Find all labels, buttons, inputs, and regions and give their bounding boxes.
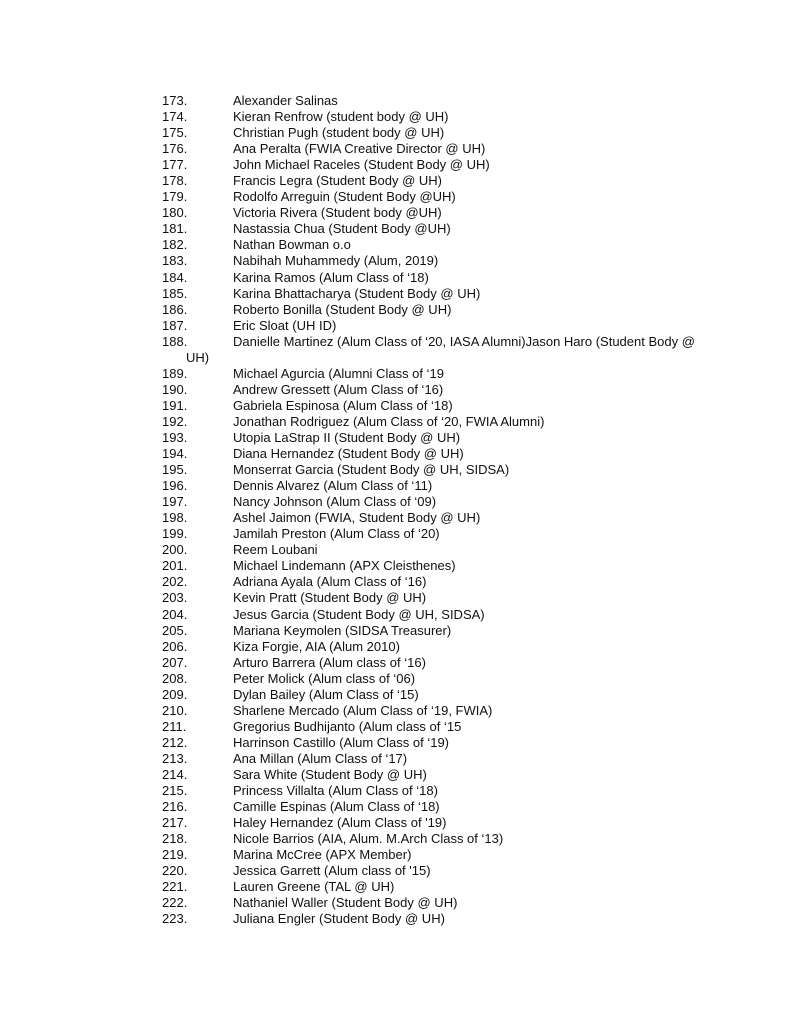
item-text-continuation: UH) (186, 349, 210, 365)
item-text: Dylan Bailey (Alum Class of ‘15) (233, 686, 419, 702)
item-number: 176. (162, 141, 188, 157)
item-text: Diana Hernandez (Student Body @ UH) (233, 446, 464, 462)
list-item (162, 719, 702, 735)
list-item (162, 879, 702, 895)
item-number: 222. (162, 895, 188, 911)
item-text: Marina McCree (APX Member) (233, 847, 412, 863)
item-number: 208. (162, 670, 188, 686)
item-text: Dennis Alvarez (Alum Class of ‘11) (233, 478, 433, 494)
item-number: 189. (162, 365, 188, 381)
item-text: Nathan Bowman o.o (233, 237, 351, 253)
item-number: 223. (162, 911, 188, 927)
list-item (162, 735, 702, 751)
item-number: 206. (162, 638, 188, 654)
item-number: 175. (162, 125, 188, 141)
item-text: Reem Loubani (233, 542, 318, 558)
list-item (162, 671, 702, 687)
item-number: 185. (162, 285, 188, 301)
list-item (162, 815, 702, 831)
item-text: Roberto Bonilla (Student Body @ UH) (233, 301, 452, 317)
item-number: 219. (162, 847, 188, 863)
list-item (162, 478, 702, 494)
item-text: Sharlene Mercado (Alum Class of ‘19, FWIA) (233, 702, 493, 718)
item-text: Jessica Garrett (Alum class of '15) (233, 863, 431, 879)
item-number: 186. (162, 301, 188, 317)
item-text: Michael Lindemann (APX Cleisthenes) (233, 558, 456, 574)
item-text: Nathaniel Waller (Student Body @ UH) (233, 895, 458, 911)
list-item (162, 831, 702, 847)
signatory-list (162, 93, 702, 927)
item-text: Monserrat Garcia (Student Body @ UH, SIDSA) (233, 462, 510, 478)
list-item (162, 286, 702, 302)
item-number: 178. (162, 173, 188, 189)
item-number: 205. (162, 622, 188, 638)
item-number: 204. (162, 606, 188, 622)
item-number: 212. (162, 734, 188, 750)
item-text: Jamilah Preston (Alum Class of ‘20) (233, 526, 440, 542)
item-number: 201. (162, 558, 188, 574)
item-text: Victoria Rivera (Student body @UH) (233, 205, 442, 221)
item-number: 191. (162, 397, 188, 413)
list-item (162, 414, 702, 430)
item-number: 184. (162, 269, 188, 285)
item-text: Andrew Gressett (Alum Class of ‘16) (233, 381, 444, 397)
list-item (162, 767, 702, 783)
item-number: 199. (162, 526, 188, 542)
item-text: Jonathan Rodriguez (Alum Class of ‘20, FWIA Alumni) (233, 413, 545, 429)
item-text: Kiza Forgie, AIA (Alum 2010) (233, 638, 400, 654)
list-item (162, 93, 702, 109)
item-text: Utopia LaStrap II (Student Body @ UH) (233, 429, 461, 445)
list-item (162, 574, 702, 590)
item-number: 179. (162, 189, 188, 205)
item-text: Nicole Barrios (AIA, Alum. M.Arch Class of ‘13) (233, 831, 504, 847)
list-item (162, 911, 702, 927)
item-number: 182. (162, 237, 188, 253)
item-number: 209. (162, 686, 188, 702)
list-item (162, 703, 702, 719)
item-number: 197. (162, 494, 188, 510)
item-number: 177. (162, 157, 188, 173)
list-item (162, 558, 702, 574)
item-text: Karina Bhattacharya (Student Body @ UH) (233, 285, 481, 301)
list-item (162, 847, 702, 863)
list-item (162, 783, 702, 799)
list-item (162, 334, 702, 366)
list-item (162, 462, 702, 478)
item-text: Lauren Greene (TAL @ UH) (233, 879, 395, 895)
list-item (162, 237, 702, 253)
item-number: 173. (162, 93, 188, 108)
item-text: Ana Peralta (FWIA Creative Director @ UH) (233, 141, 486, 157)
list-item (162, 205, 702, 221)
list-item (162, 366, 702, 382)
list-item (162, 109, 702, 125)
list-item (162, 318, 702, 334)
list-item (162, 398, 702, 414)
item-number: 207. (162, 654, 188, 670)
item-number: 214. (162, 766, 188, 782)
item-number: 216. (162, 799, 188, 815)
item-number: 198. (162, 510, 188, 526)
item-number: 193. (162, 429, 188, 445)
list-item (162, 221, 702, 237)
item-number: 196. (162, 478, 188, 494)
item-text: Ana Millan (Alum Class of ‘17) (233, 750, 408, 766)
item-number: 218. (162, 831, 188, 847)
item-number: 213. (162, 750, 188, 766)
item-text: Kieran Renfrow (student body @ UH) (233, 109, 449, 125)
list-item (162, 542, 702, 558)
list-item (162, 173, 702, 189)
item-text: Michael Agurcia (Alumni Class of ‘19 (233, 365, 444, 381)
item-number: 187. (162, 317, 188, 333)
list-item (162, 623, 702, 639)
item-text: Christian Pugh (student body @ UH) (233, 125, 445, 141)
list-item (162, 590, 702, 606)
list-item (162, 751, 702, 767)
item-number: 220. (162, 863, 188, 879)
list-item (162, 382, 702, 398)
list-item (162, 253, 702, 269)
item-text: Eric Sloat (UH ID) (233, 317, 337, 333)
item-text: Arturo Barrera (Alum class of ‘16) (233, 654, 426, 670)
list-item (162, 526, 702, 542)
item-text: Camille Espinas (Alum Class of ‘18) (233, 799, 440, 815)
item-text: Danielle Martinez (Alum Class of ‘20, IASA Alumni)Jason Haro (Student Body @ (233, 333, 695, 349)
list-item (162, 446, 702, 462)
item-number: 190. (162, 381, 188, 397)
item-text: Gabriela Espinosa (Alum Class of ‘18) (233, 397, 453, 413)
item-text: Nabihah Muhammedy (Alum, 2019) (233, 253, 439, 269)
item-text: Gregorius Budhijanto (Alum class of ‘15 (233, 718, 462, 734)
item-text: Ashel Jaimon (FWIA, Student Body @ UH) (233, 510, 481, 526)
list-item (162, 141, 702, 157)
item-text: Francis Legra (Student Body @ UH) (233, 173, 443, 189)
item-text: Juliana Engler (Student Body @ UH) (233, 911, 445, 927)
item-number: 174. (162, 109, 188, 125)
list-item (162, 510, 702, 526)
item-text: Rodolfo Arreguin (Student Body @UH) (233, 189, 456, 205)
item-text: Sara White (Student Body @ UH) (233, 766, 427, 782)
list-item (162, 125, 702, 141)
item-number: 211. (162, 718, 187, 734)
item-text: Nancy Johnson (Alum Class of ‘09) (233, 494, 437, 510)
item-text: Alexander Salinas (233, 93, 338, 108)
item-text: Harrinson Castillo (Alum Class of ‘19) (233, 734, 450, 750)
item-number: 195. (162, 462, 188, 478)
list-item (162, 607, 702, 623)
list-item (162, 687, 702, 703)
item-text: Nastassia Chua (Student Body @UH) (233, 221, 451, 237)
list-item (162, 655, 702, 671)
list-item (162, 863, 702, 879)
list-item (162, 302, 702, 318)
item-number: 203. (162, 590, 188, 606)
item-text: Karina Ramos (Alum Class of ‘18) (233, 269, 429, 285)
item-number: 188. (162, 333, 188, 349)
list-item (162, 494, 702, 510)
item-number: 202. (162, 574, 188, 590)
item-text: Adriana Ayala (Alum Class of ‘16) (233, 574, 427, 590)
item-number: 194. (162, 446, 188, 462)
item-number: 200. (162, 542, 188, 558)
list-item (162, 799, 702, 815)
item-number: 181. (162, 221, 188, 237)
item-number: 215. (162, 783, 188, 799)
item-number: 180. (162, 205, 188, 221)
list-item (162, 157, 702, 173)
item-text: Mariana Keymolen (SIDSA Treasurer) (233, 622, 452, 638)
item-number: 183. (162, 253, 188, 269)
list-item (162, 189, 702, 205)
list-item (162, 895, 702, 911)
item-number: 217. (162, 815, 188, 831)
list-item (162, 270, 702, 286)
item-text: John Michael Raceles (Student Body @ UH) (233, 157, 490, 173)
item-number: 192. (162, 413, 188, 429)
item-text: Haley Hernandez (Alum Class of '19) (233, 815, 447, 831)
item-number: 210. (162, 702, 188, 718)
list-item (162, 430, 702, 446)
item-number: 221. (162, 879, 188, 895)
item-text: Princess Villalta (Alum Class of ‘18) (233, 783, 438, 799)
item-text: Peter Molick (Alum class of ‘06) (233, 670, 416, 686)
list-item (162, 639, 702, 655)
item-text: Kevin Pratt (Student Body @ UH) (233, 590, 427, 606)
item-text: Jesus Garcia (Student Body @ UH, SIDSA) (233, 606, 485, 622)
